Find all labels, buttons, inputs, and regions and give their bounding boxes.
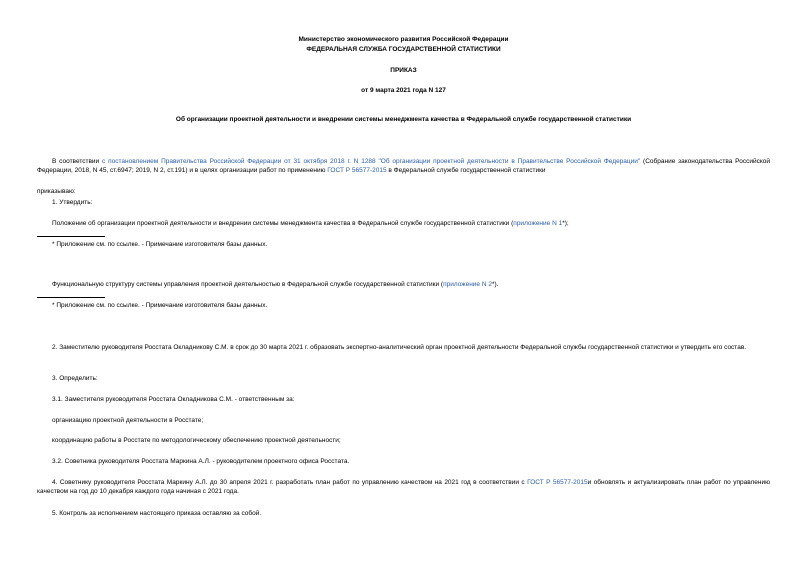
item-4: [37, 478, 770, 496]
item-4-text: 4. Советнику руководителя Росстата Маркину А.Л. до 30 апреля 2021 г. разработать план работ по управлению качеством на 2021 год в соответствии с: [52, 479, 528, 486]
appendix-1-link[interactable]: приложение N 1: [513, 220, 563, 227]
footnote-divider-1: [37, 236, 105, 237]
regulation-end: *);: [562, 220, 569, 227]
item-1: 1. Утвердить:: [52, 199, 93, 206]
prikazyvayu-text: приказываю:: [37, 188, 76, 195]
item-3-1-a: организацию проектной деятельности в Росстате;: [52, 417, 204, 424]
gost-link-intro[interactable]: ГОСТ Р 56577-2015: [327, 167, 387, 174]
intro-prefix: В соответствии: [52, 158, 103, 165]
date-number-heading: от 9 марта 2021 года N 127: [361, 87, 446, 94]
functional-structure-item: [52, 280, 770, 289]
item-2: 2. Заместителю руководителя Росстата Окладникову С.М. в срок до 30 марта 2021 г. образовать экспертно-аналитический орган проектной деятельности Федеральной службы государственной статистики и утвердить его состав.: [52, 344, 747, 351]
item-3-2: 3.2. Советника руководителя Росстата Маркина А.Л. - руководителем проектного офиса Росстата.: [52, 458, 350, 465]
ministry-heading: Министерство экономического развития Российской Федерации: [298, 36, 509, 43]
footnote-divider-2: [37, 297, 105, 298]
functional-text: Функциональную структуру системы управления проектной деятельностью в Федеральной службе государственной статистики (: [52, 281, 444, 288]
item-3-1: 3.1. Заместителя руководителя Росстата Окладникова С.М. - ответственным за:: [52, 396, 295, 403]
intro-paragraph: [37, 157, 770, 175]
functional-end: *).: [491, 281, 499, 288]
intro-suffix: в Федеральной службе государственной статистики: [386, 167, 546, 174]
document-title: Об организации проектной деятельности и внедрении системы менеджмента качества в Федеральной службе государственной статистики: [175, 116, 632, 123]
regulation-item: [52, 219, 770, 228]
footnote-1: * Приложение см. по ссылке. - Примечание изготовителя базы данных.: [52, 241, 268, 248]
doc-type-heading: ПРИКАЗ: [390, 67, 417, 74]
item-5: 5. Контроль за исполнением настоящего приказа оставляю за собой.: [52, 510, 262, 517]
item-3-1-b: координацию работы в Росстате по методологическому обеспечению проектной деятельности;: [52, 437, 341, 444]
gost-link-item-4[interactable]: ГОСТ Р 56577-2015: [527, 479, 588, 486]
item-4-text-end: и обновлять и актуализировать план работ по управлению качеством на год до 10 декабря каждого года начиная с 2021 года.: [37, 479, 771, 495]
government-decree-link[interactable]: с постановлением Правительства Российской Федерации от 31 октября 2018 г. N 1288 "Об организации проектной деятельности в Правительстве Российской Федерации": [102, 158, 641, 165]
appendix-2-link[interactable]: приложение N 2: [443, 281, 492, 288]
intro-mid: (Собрание законодательства Российской Федерации, 2018, N 45, ст.6947; 2019, N 2, ст.191) и в целях организации работ по применению: [37, 158, 770, 174]
service-heading: ФЕДЕРАЛЬНАЯ СЛУЖБА ГОСУДАРСТВЕННОЙ СТАТИСТИКИ: [306, 46, 501, 53]
footnote-2: * Приложение см. по ссылке. - Примечание изготовителя базы данных.: [52, 302, 268, 309]
regulation-text: Положение об организации проектной деятельности и внедрении системы менеджмента качества в Федеральной службе государственной статистики (: [52, 220, 514, 227]
item-3: 3. Определить:: [52, 375, 98, 382]
